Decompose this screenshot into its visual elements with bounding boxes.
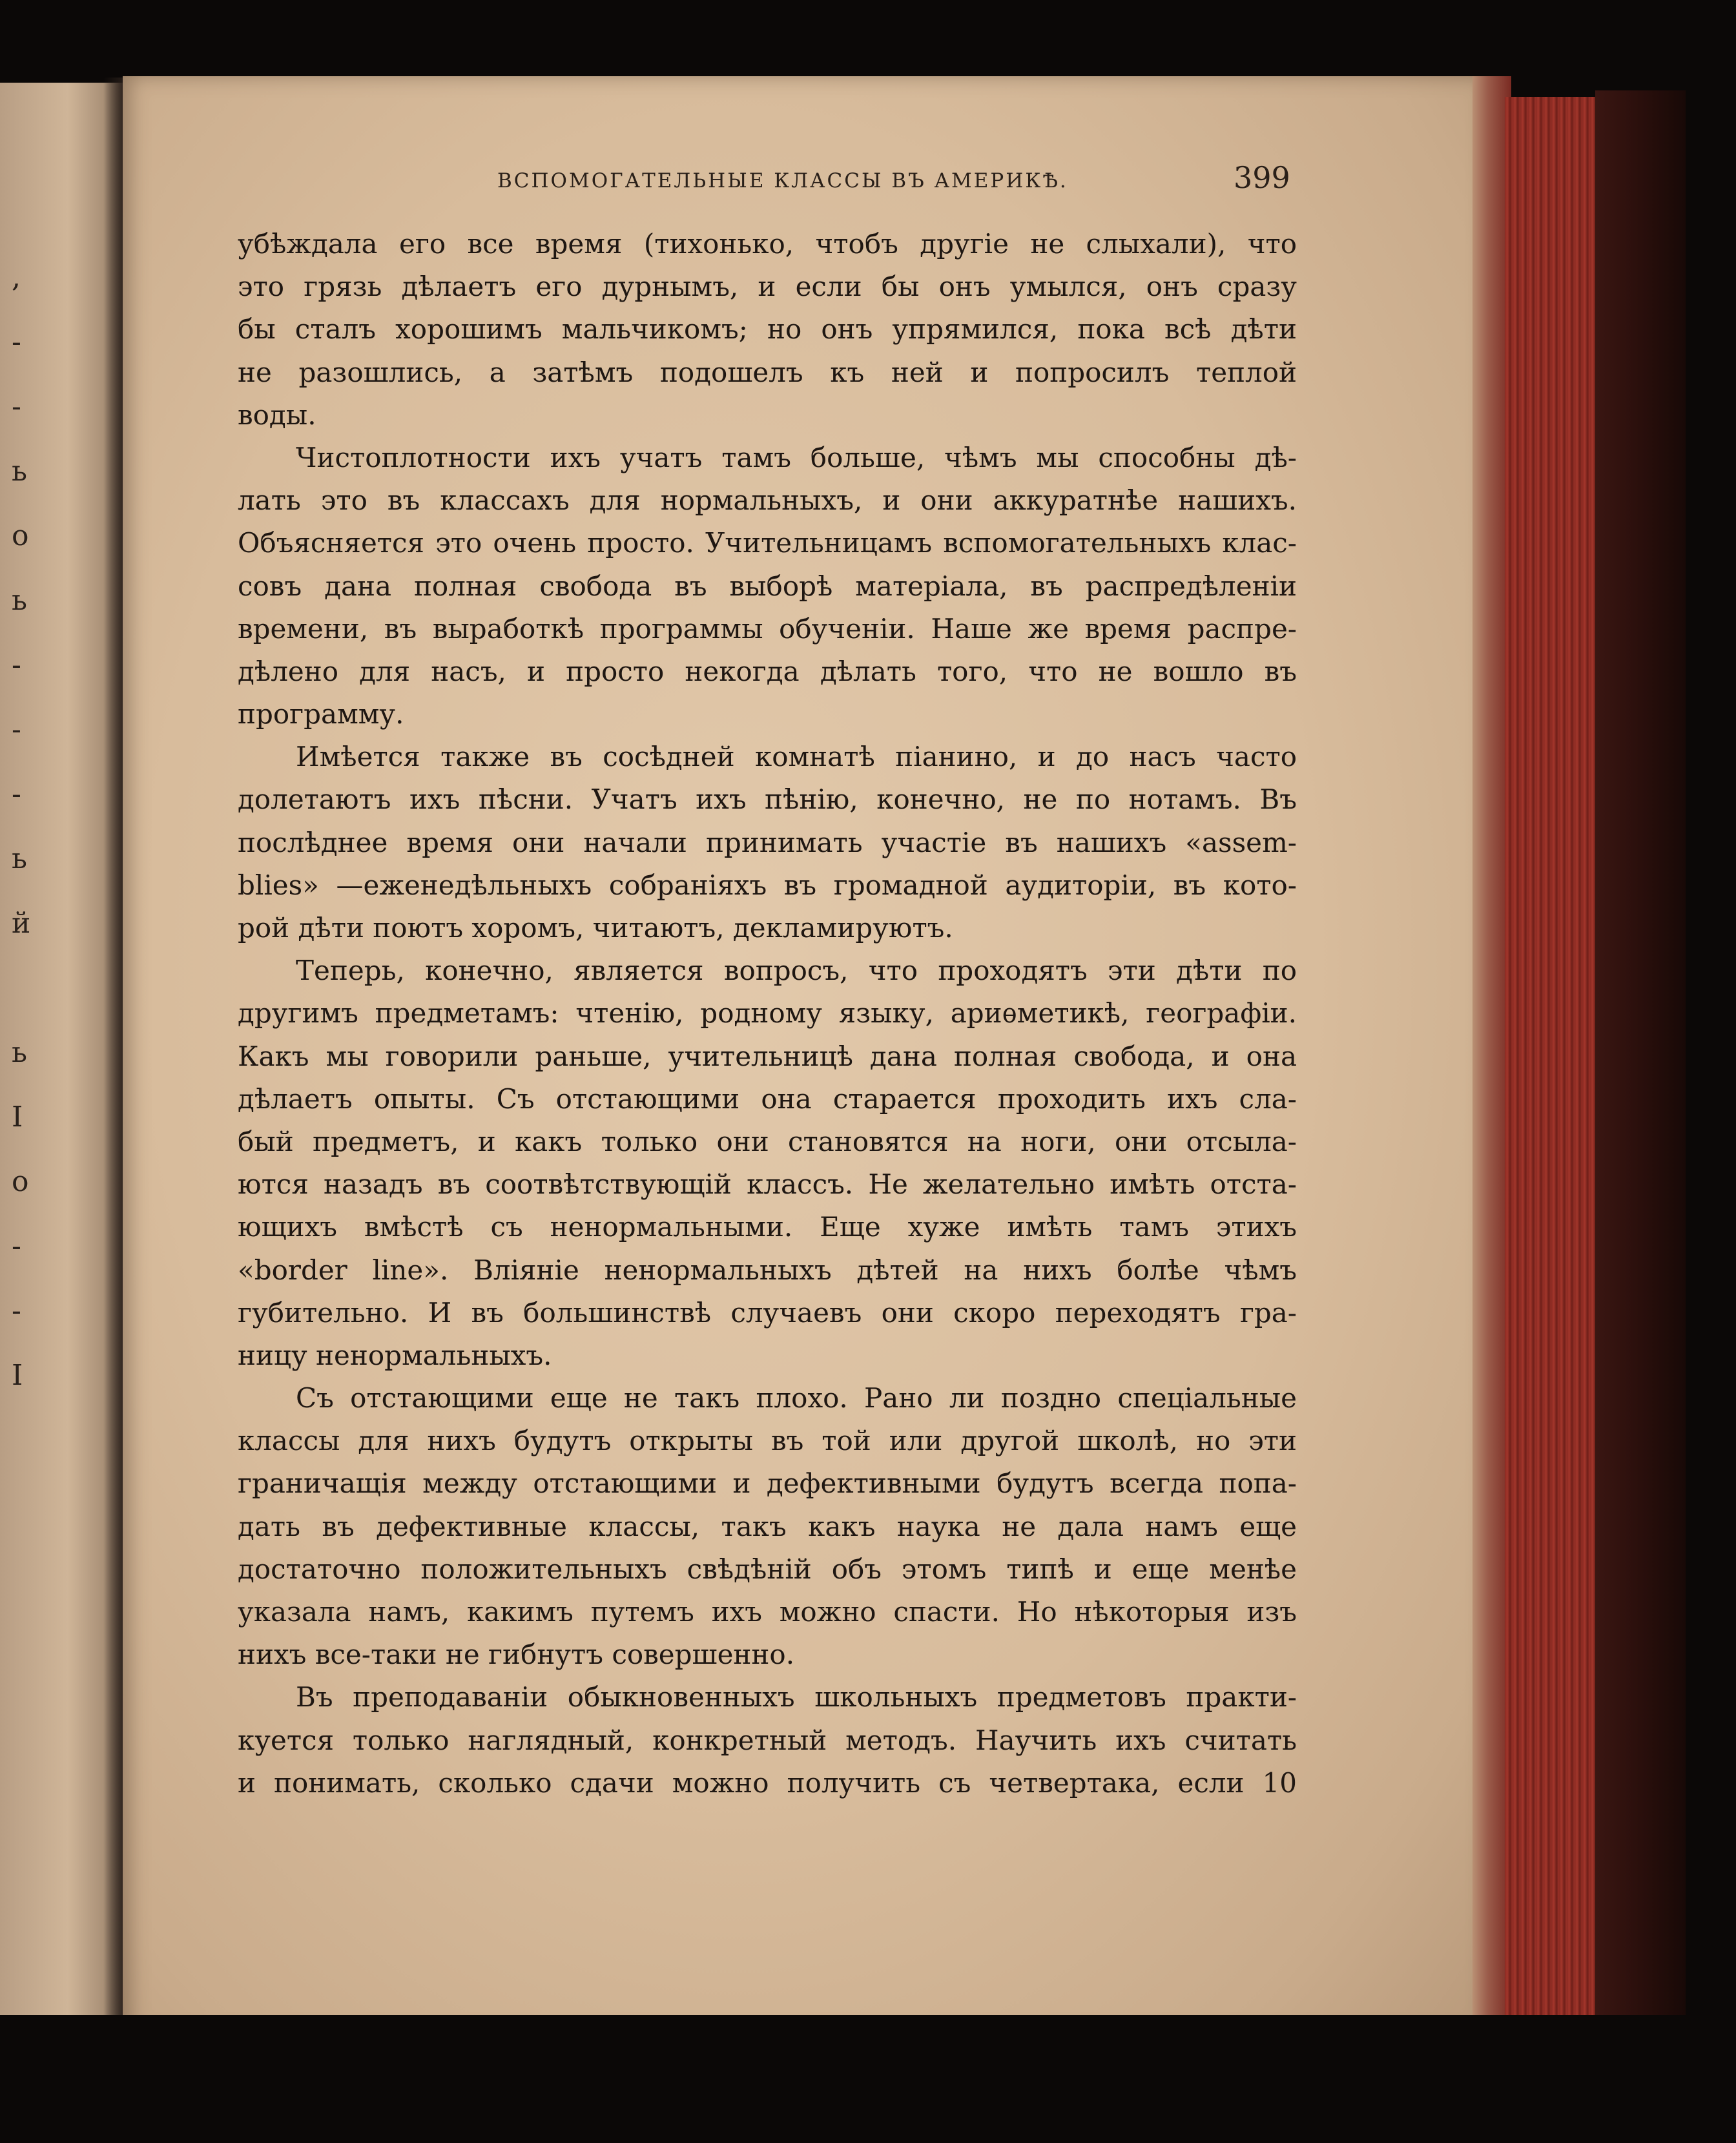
text-line: Какъ мы говорили раньше, учительницѣ дана полная свобода, и она bbox=[238, 1040, 1297, 1072]
left-mark: ь bbox=[12, 584, 27, 617]
page-number: 399 bbox=[1234, 160, 1290, 195]
text-line: лать это въ классахъ для нормальныхъ, и они аккуратнѣе нашихъ. bbox=[238, 484, 1297, 517]
running-title: ВСПОМОГАТЕЛЬНЫЕ КЛАССЫ ВЪ АМЕРИКѢ. bbox=[497, 169, 1068, 192]
text-line: долетаютъ ихъ пѣсни. Учатъ ихъ пѣнію, конечно, не по нотамъ. Въ bbox=[238, 783, 1297, 816]
text-line: Въ преподаваніи обыкновенныхъ школьныхъ предметовъ практи- bbox=[296, 1681, 1297, 1713]
text-line: указала намъ, какимъ путемъ ихъ можно спасти. Но нѣкоторыя изъ bbox=[238, 1596, 1297, 1628]
text-line: Объясняется это очень просто. Учительницамъ вспомогательныхъ клас- bbox=[238, 527, 1297, 559]
text-line: ницу ненормальныхъ. bbox=[238, 1339, 552, 1371]
left-mark bbox=[12, 956, 31, 1020]
left-mark: ь bbox=[12, 1036, 27, 1069]
left-mark: ь bbox=[12, 842, 27, 875]
text-line: бы сталъ хорошимъ мальчикомъ; но онъ упрямился, пока всѣ дѣти bbox=[238, 313, 1297, 346]
text-line: дѣлено для насъ, и просто некогда дѣлать того, что не вошло въ bbox=[238, 655, 1297, 687]
left-mark: - bbox=[12, 1230, 21, 1263]
left-mark: о bbox=[12, 519, 29, 552]
text-line: губительно. И въ большинствѣ случаевъ они скоро переходятъ гра- bbox=[238, 1296, 1297, 1329]
text-line: нихъ все-таки не гибнутъ совершенно. bbox=[238, 1639, 795, 1671]
text-line: послѣднее время они начали принимать участіе въ нашихъ «assem- bbox=[238, 826, 1297, 858]
left-mark: о bbox=[12, 1165, 29, 1198]
text-line: граничащія между отстающими и дефективными будутъ всегда попа- bbox=[238, 1467, 1297, 1500]
text-line: совъ дана полная свобода въ выборѣ матеріала, въ распредѣленіи bbox=[238, 570, 1297, 602]
text-line: воды. bbox=[238, 399, 316, 431]
text-line: куется только наглядный, конкретный методъ. Научить ихъ считать bbox=[238, 1724, 1297, 1756]
text-line: ются назадъ въ соотвѣтствующій классъ. Не желательно имѣть отста- bbox=[238, 1168, 1297, 1201]
left-mark: й bbox=[12, 907, 31, 940]
text-line: бый предметъ, и какъ только они становятся на ноги, они отсыла- bbox=[238, 1125, 1297, 1157]
text-line: другимъ предметамъ: чтенію, родному языку, ариѳметикѣ, географіи. bbox=[238, 997, 1297, 1030]
text-line: не разошлись, а затѣмъ подошелъ къ ней и попросилъ теплой bbox=[238, 356, 1297, 388]
left-mark: - bbox=[12, 1294, 21, 1327]
background-shadow bbox=[0, 2015, 1736, 2143]
text-line: blies» —еженедѣльныхъ собраніяхъ въ громадной аудиторіи, въ кото- bbox=[238, 869, 1297, 901]
book-cover bbox=[1595, 90, 1686, 2054]
left-mark: I bbox=[12, 1101, 23, 1134]
text-line: ющихъ вмѣстѣ съ ненормальными. Еще хуже имѣть тамъ этихъ bbox=[238, 1211, 1297, 1243]
left-mark: - bbox=[12, 326, 21, 358]
left-mark: - bbox=[12, 778, 21, 811]
text-line: это грязь дѣлаетъ его дурнымъ, и если бы онъ умылся, онъ сразу bbox=[238, 271, 1297, 303]
left-mark: , bbox=[12, 261, 21, 294]
text-line: программу. bbox=[238, 698, 404, 730]
text-line: Имѣется также въ сосѣдней комнатѣ піанино, и до насъ часто bbox=[296, 741, 1297, 773]
text-line: Теперь, конечно, является вопросъ, что проходятъ эти дѣти по bbox=[296, 955, 1297, 987]
text-line: Съ отстающими еще не такъ плохо. Рано ли поздно спеціальные bbox=[296, 1382, 1297, 1414]
left-mark: - bbox=[12, 648, 21, 681]
text-line: убѣждала его все время (тихонько, чтобъ другіе не слыхали), что bbox=[238, 228, 1297, 260]
text-line: достаточно положительныхъ свѣдѣній объ этомъ типѣ и еще менѣе bbox=[238, 1553, 1297, 1585]
text-line: Чистоплотности ихъ учатъ тамъ больше, чѣмъ мы способны дѣ- bbox=[296, 441, 1297, 473]
left-mark: I bbox=[12, 1359, 23, 1392]
left-page-margin-marks bbox=[12, 245, 31, 1392]
text-line: рой дѣти поютъ хоромъ, читаютъ, декламируютъ. bbox=[238, 912, 953, 944]
red-page-edges bbox=[1505, 97, 1602, 2034]
left-mark: ь bbox=[12, 455, 27, 488]
text-line: классы для нихъ будутъ открыты въ той или другой школѣ, но эти bbox=[238, 1425, 1297, 1457]
left-mark: - bbox=[12, 713, 21, 746]
left-mark: - bbox=[12, 390, 21, 423]
text-line: «border line». Вліяніе ненормальныхъ дѣтей на нихъ болѣе чѣмъ bbox=[238, 1254, 1297, 1286]
text-line: и понимать, сколько сдачи можно получить съ четвертака, если 10 bbox=[238, 1766, 1297, 1799]
text-line: дѣлаетъ опыты. Съ отстающими она старается проходить ихъ сла- bbox=[238, 1082, 1297, 1115]
page-body bbox=[238, 223, 1297, 1805]
text-line: дать въ дефективные классы, такъ какъ наука не дала намъ еще bbox=[238, 1510, 1297, 1542]
text-line: времени, въ выработкѣ программы обученіи. Наше же время распре- bbox=[238, 612, 1297, 645]
